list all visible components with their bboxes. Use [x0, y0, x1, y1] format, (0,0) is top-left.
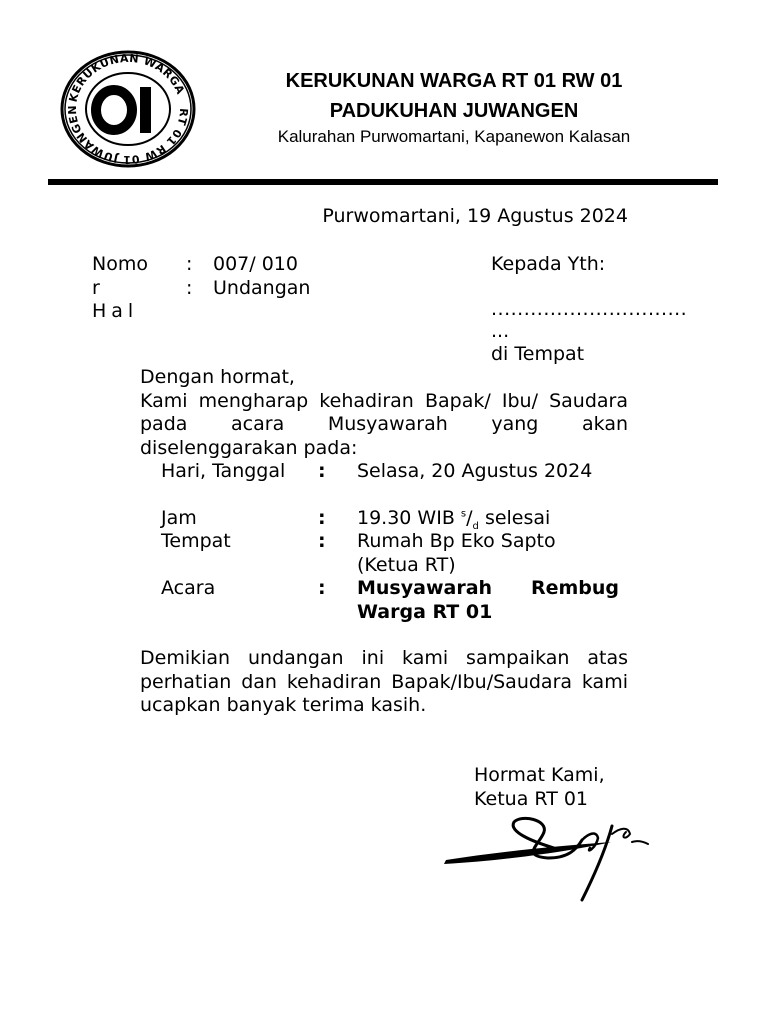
detail-acara-value: Musyawarah Rembug Warga RT 01	[357, 577, 619, 623]
handwritten-signature	[436, 812, 658, 904]
detail-jam-label: Jam	[161, 507, 197, 529]
signoff-hormat: Hormat Kami,	[474, 764, 605, 786]
greeting: Dengan hormat,	[140, 366, 295, 388]
letterhead-divider	[48, 179, 718, 185]
jam-s: s	[460, 508, 467, 520]
detail-hari-value: Selasa, 20 Agustus 2024	[357, 460, 593, 482]
detail-acara-label: Acara	[161, 577, 216, 599]
detail-tempat-value: Rumah Bp Eko Sapto (Ketua RT)	[357, 530, 556, 576]
nomor-label: Nomo	[92, 253, 148, 275]
recipient-di-tempat: di Tempat	[491, 343, 585, 365]
detail-hari-label: Hari, Tanggal	[161, 460, 286, 482]
jam-selesai: selesai	[484, 507, 551, 529]
detail-acara-colon: :	[318, 577, 326, 599]
letter-body	[140, 366, 628, 460]
letter-date: Purwomartani, 19 Agustus 2024	[322, 205, 628, 227]
letterhead-address: Kalurahan Purwomartani, Kapanewon Kalasan	[277, 127, 631, 146]
nomor-value: 007/ 010	[213, 253, 298, 275]
detail-hari-colon: :	[318, 460, 326, 482]
nomor-colon: :	[186, 253, 193, 275]
intro-paragraph: Kami mengharap kehadiran Bapak/ Ibu/ Saudara pada acara Musyawarah yang akan diselenggarakan pada:	[140, 389, 628, 459]
detail-tempat-label: Tempat	[161, 530, 231, 552]
letterhead-organization: KERUKUNAN WARGA RT 01 RW 01	[285, 70, 623, 92]
nomor-label-wrap: r	[92, 277, 100, 299]
recipient-name-blank: ..............................	[491, 298, 688, 320]
detail-tempat-colon: :	[318, 530, 326, 552]
rt-logo-seal	[60, 50, 196, 168]
letterhead-padukuhan: PADUKUHAN JUWANGEN	[329, 100, 579, 122]
detail-jam-colon: :	[318, 507, 326, 529]
detail-jam-value: 19.30 WIB $^s/_d$ selesai	[357, 507, 551, 532]
closing-paragraph: Demikian undangan ini kami sampaikan atas perhatian dan kehadiran Bapak/Ibu/Saudara kami ucapkan banyak terima kasih.	[140, 647, 628, 716]
recipient-kepada: Kepada Yth:	[491, 253, 606, 275]
hal-value: Undangan	[213, 277, 311, 299]
signoff-jabatan: Ketua RT 01	[474, 788, 589, 810]
recipient-name-blank-overflow: ...	[491, 320, 510, 342]
hal-label: Hal	[92, 300, 139, 322]
hal-colon: :	[186, 277, 193, 299]
jam-d: d	[472, 520, 479, 532]
jam-time: 19.30 WIB	[357, 507, 455, 529]
svg-text:KERUKUNAN WARGA RT 01 RW 01: KERUKUNAN WARGA RT 01 RW 01 JUWANGEN	[65, 51, 191, 167]
